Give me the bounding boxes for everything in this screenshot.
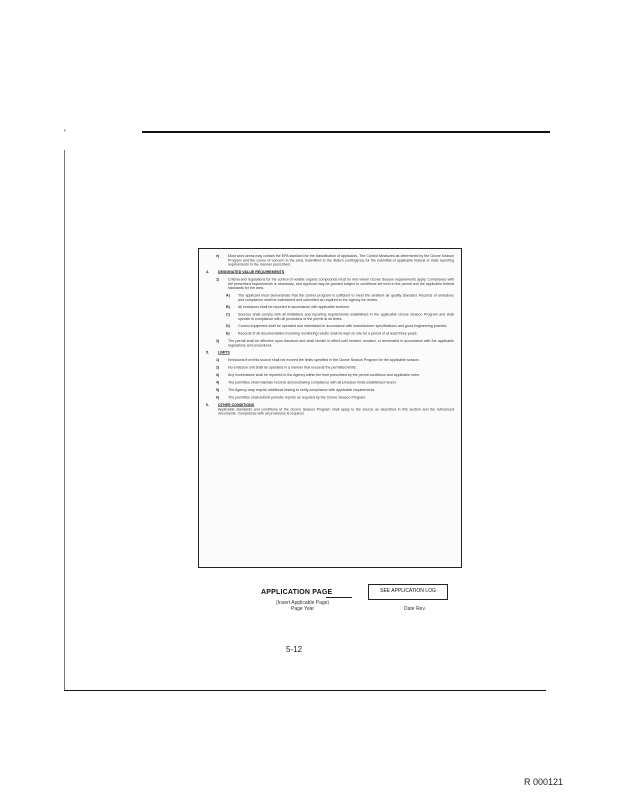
top-rule [142, 131, 550, 133]
inner-item [216, 388, 454, 392]
inner-item-number: 4. [206, 269, 209, 274]
inner-item-number: C) [226, 312, 230, 317]
inner-item-number: 5. [206, 350, 209, 355]
inner-item-number: 6. [206, 402, 209, 407]
inner-item [206, 351, 454, 355]
inner-item-text: Applicable standards and conditions of the Ozone Season Program shall apply to the source as described in this section and the referenced documents. Compliance with all provisions is required. [218, 406, 454, 416]
inner-item [226, 332, 454, 336]
inner-item-number: 3) [216, 372, 220, 377]
inner-item [216, 339, 454, 348]
inner-item-number: 2) [216, 365, 220, 370]
inner-item-number: E) [226, 331, 230, 336]
inner-item-number: 2) [216, 338, 220, 343]
inner-item [206, 270, 454, 274]
inner-item-text: No emission unit shall be operated in a manner that exceeds the permitted limits. [228, 365, 357, 370]
inner-item-number: e) [216, 253, 220, 258]
inner-item-text: Sources shall comply with all limitations and reporting requirements established in the applicable Ozone Season Program and shall operate in compliance with all provisions of the permit at all times. [238, 312, 454, 321]
inner-item [216, 366, 454, 370]
inner-section-title: OTHER CONDITIONS [218, 402, 255, 407]
inner-item-text: The applicant must demonstrate that the control program is sufficient to meet the ambient air quality standard. Records of emissions and compliance shall be maintained and submitted as required to the Agency for review. [238, 293, 454, 302]
inner-document-page [198, 248, 462, 568]
inner-item-number: 4) [216, 380, 220, 385]
inner-item [226, 324, 454, 328]
inner-section-title: DESIGNATED VALUE REQUIREMENTS [218, 269, 285, 274]
inner-item-text: Records of all documentation including monitoring results shall be kept on site for a period of at least three years. [238, 331, 418, 336]
inner-item-number: 6) [216, 395, 220, 400]
inner-item [216, 373, 454, 377]
inner-item-number: 1) [216, 357, 220, 362]
application-log-box: SEE APPLICATION LOG [368, 584, 448, 600]
inner-item-text: The Agency may require additional testing to verify compliance with applicable requirements. [228, 387, 376, 392]
inner-item [216, 358, 454, 362]
inner-item-text: Control equipment shall be operated and maintained in accordance with manufacturer specifications and good engineering practice. [238, 323, 448, 328]
inner-item [206, 403, 454, 416]
inner-item-number: 5) [216, 387, 220, 392]
inner-section-title: LIMITS [218, 350, 230, 355]
inner-item [216, 278, 454, 291]
inner-item-text: Criteria and regulations for the control of volatile organic compounds must be met where Ozone Season requirements apply. Compliance with the prescribed requirements is necessary, and approval may be granted subject to conditions set forth in the permit and the applicable federal standards for the area. [228, 277, 454, 291]
inner-item [226, 313, 454, 322]
inner-item [216, 254, 454, 267]
application-page-label: APPLICATION PAGE [261, 589, 333, 596]
inner-item-number: D) [226, 323, 230, 328]
inner-item [216, 396, 454, 400]
inner-item-number: B) [226, 304, 230, 309]
inner-item [216, 381, 454, 385]
inner-item-text: All emissions shall be reported in accordance with applicable sections. [238, 304, 350, 309]
inner-item-text: Emissions from this source shall not exceed the limits specified in the Ozone Season Program for the applicable season. [228, 357, 420, 362]
inner-item-text: Most work areas may contain the EPA standard for the classification of applicants. The Control Measures as determined by the Ozone Season Program and the ozone of concern in the area. Submitted to the State's contingency for the submittal of applicable federal or state reporting requirements in the manner prescribed. [228, 253, 454, 267]
inner-item [226, 305, 454, 309]
inner-item-text: The permittee shall maintain records demonstrating compliance with all emission limits established herein. [228, 380, 397, 385]
page-number: 5-12 [286, 645, 303, 654]
application-sub-line2: Page Year [291, 606, 315, 612]
application-sub-line: (Insert Applicable Page) [276, 600, 330, 606]
date-rev-caption: Date Rev. [404, 606, 426, 612]
inner-item-text: The permit shall be effective upon issuance and shall remain in effect until revised, revoked, or terminated in accordance with the applicable regulations and procedures. [228, 338, 454, 348]
inner-item-text: The permittee shall submit periodic reports as required by the Ozone Season Program. [228, 395, 367, 400]
application-page-blank [326, 597, 352, 598]
inner-item [226, 294, 454, 303]
document-id: R 000121 [524, 777, 564, 787]
application-page-sub [276, 600, 329, 612]
bottom-rule [64, 690, 546, 691]
left-edge-rule [64, 150, 65, 690]
inner-item-text: Any exceedance shall be reported to the Agency within the time prescribed by the permit conditions and applicable rules. [228, 372, 420, 377]
inner-item-number: 1) [216, 277, 220, 282]
inner-item-number: A) [226, 293, 230, 298]
corner-mark: ' [64, 128, 66, 138]
